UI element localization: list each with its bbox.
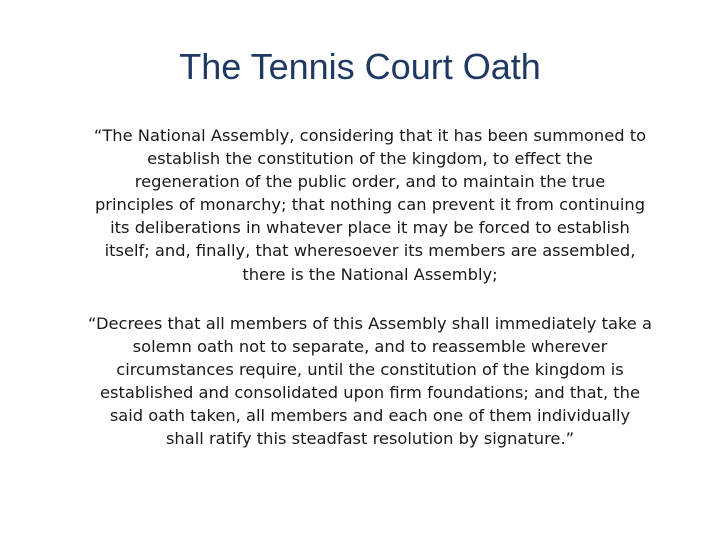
text-line: “The National Assembly, considering that it has been summoned to	[93, 126, 647, 145]
text-line: principles of monarchy; that nothing can prevent it from continuing	[94, 195, 646, 215]
text-line: there is the National Assembly;	[242, 264, 498, 284]
text-line: its deliberations in whatever place it may be forced to establish	[110, 218, 630, 238]
text-line: said oath taken, all members and each one of them individually	[109, 406, 631, 426]
text-line: itself; and, finally, that wheresoever its members are assembled,	[104, 241, 636, 261]
text-line: “Decrees that all members of this Assembly shall immediately take a	[88, 313, 652, 333]
text-line: established and consolidated upon firm foundations; and that, the	[99, 382, 641, 402]
text-line: circumstances require, until the constitution of the kingdom is	[116, 359, 624, 379]
text-line: establish the constitution of the kingdom, to effect the	[147, 149, 593, 169]
text-line: solemn oath not to separate, and to reassemble wherever	[132, 336, 608, 356]
text-line: shall ratify this steadfast resolution by signature.”	[165, 429, 575, 449]
quote-paragraph-decrees	[50, 312, 690, 451]
slide-title: The Tennis Court Oath	[179, 46, 541, 87]
quote-paragraph-assembly	[50, 124, 690, 286]
text-line: regeneration of the public order, and to maintain the true	[134, 172, 606, 192]
slide-body	[50, 124, 690, 450]
